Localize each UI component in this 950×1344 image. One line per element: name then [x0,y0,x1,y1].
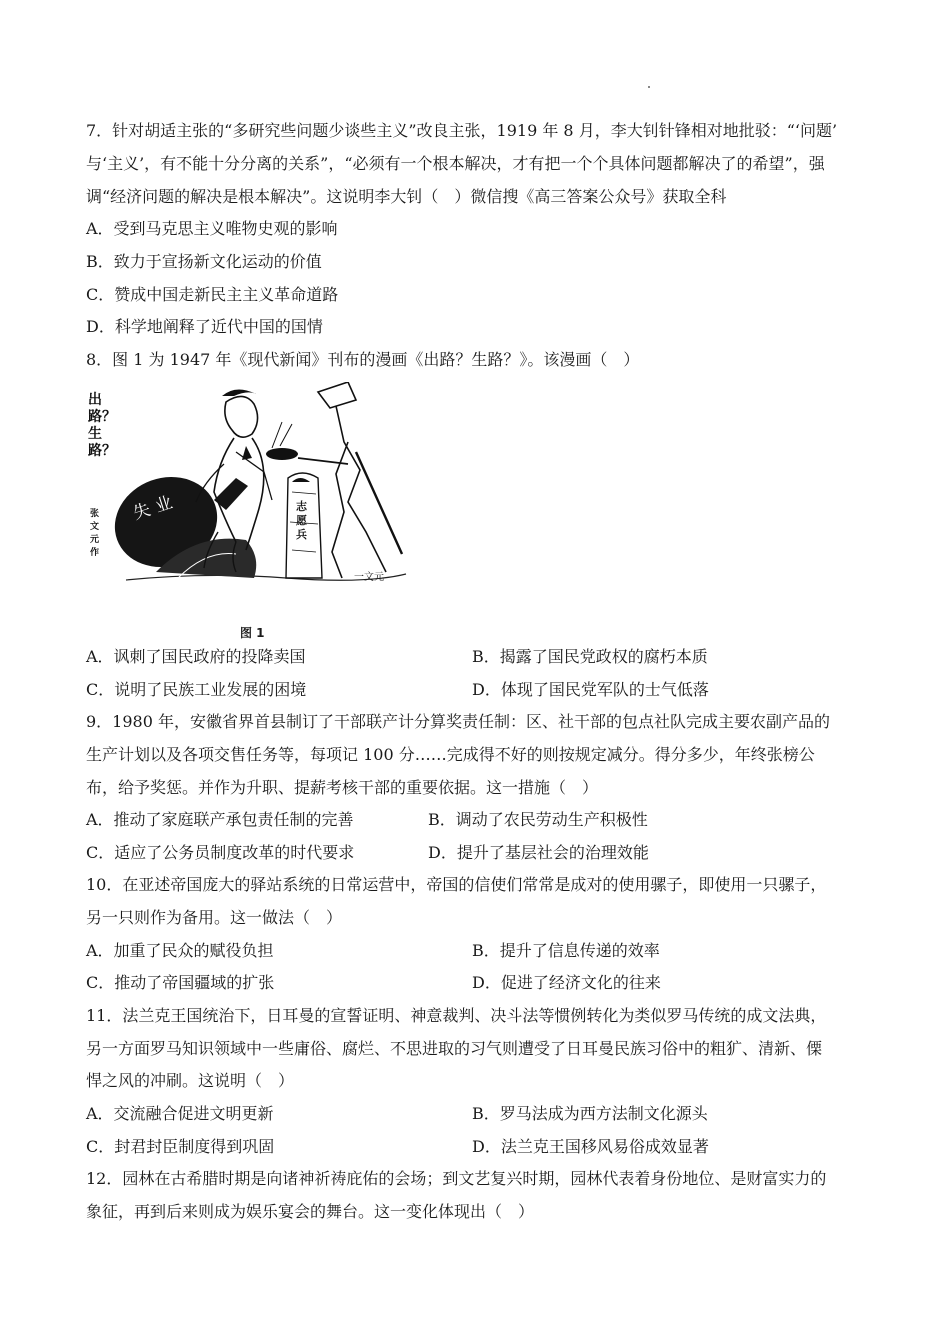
q9-option-b: B．调动了农民劳动生产积极性 [428,810,648,829]
q11-stem-line-3: 悍之风的冲刷。这说明（ ） [86,1071,295,1090]
cartoon-drawing [86,382,416,592]
q9-stem-line-2: 生产计划以及各项交售任务等，每项记 100 分……完成得不好的则按规定减分。得分多少，年终张榜公 [86,745,815,764]
q7-option-b: B．致力于宣扬新文化运动的价值 [86,252,322,271]
q8-option-a: A．讽刺了国民政府的投降卖国 [86,647,306,666]
q10-stem-line-2: 另一只则作为备用。这一做法（ ） [86,908,343,927]
q11-option-b: B．罗马法成为西方法制文化源头 [472,1104,708,1123]
q9-option-c: C．适应了公务员制度改革的时代要求 [86,843,355,862]
q10-option-b: B．提升了信息传递的效率 [472,941,660,960]
cartoon-banner-label: 志愿兵 [296,500,307,541]
q10-option-c: C．推动了帝国疆域的扩张 [86,973,275,992]
scan-speck [648,86,650,88]
q9-option-a: A．推动了家庭联产承包责任制的完善 [86,810,354,829]
q7-option-d: D．科学地阐释了近代中国的国情 [86,317,323,336]
q11-stem-line-1: 11．法兰克王国统治下，日耳曼的宣誓证明、神意裁判、决斗法等惯例转化为类似罗马传统的成文法典， [86,1006,827,1025]
q7-option-c: C．赞成中国走新民主主义革命道路 [86,285,339,304]
q7-option-a: A．受到马克思主义唯物史观的影响 [86,219,338,238]
q8-stem: 8．图 1 为 1947 年《现代新闻》刊布的漫画《出路？生路？》。该漫画（ ） [86,350,640,369]
q9-stem-line-3: 布，给予奖惩。并作为升职、提薪考核干部的重要依据。这一措施（ ） [86,778,599,797]
q8-option-c: C．说明了民族工业发展的困境 [86,680,307,699]
q9-stem-line-1: 9．1980 年，安徽省界首县制订了干部联产计分算奖责任制：区、社干部的包点社队完成主要农副产品的 [86,712,830,731]
q8-option-d: D．体现了国民党军队的士气低落 [472,680,709,699]
q10-option-a: A．加重了民众的赋役负担 [86,941,274,960]
cartoon-signature: 一文元 [354,572,384,583]
q10-stem-line-1: 10．在亚述帝国庞大的驿站系统的日常运营中，帝国的信使们常常是成对的使用骡子，即使用一只骡子， [86,875,827,894]
cartoon-vertical-title: 出路？生路？ [88,392,116,459]
q11-option-c: C．封君封臣制度得到巩固 [86,1137,275,1156]
q11-option-d: D．法兰克王国移风易俗成效显著 [472,1137,709,1156]
cartoon-bomb-label: 失业 [130,490,181,525]
q7-stem-line-2: 与‘主义’，有不能十分分离的关系”，“必须有一个根本解决，才有把一个个具体问题都解决了的希望”，强 [86,154,825,173]
q7-stem-line-3: 调“经济问题的解决是根本解决”。这说明李大钊（ ）微信搜《高三答案公众号》获取全科 [86,187,727,206]
q12-stem-line-1: 12．园林在古希腊时期是向诸神祈祷庇佑的会场；到文艺复兴时期，园林代表着身份地位、是财富实力的 [86,1169,827,1188]
q11-stem-line-2: 另一方面罗马知识领域中一些庸俗、腐烂、不思进取的习气则遭受了日耳曼民族习俗中的粗犷、清新、傈 [86,1039,823,1058]
q8-option-b: B．揭露了国民党政权的腐朽本质 [472,647,708,666]
cartoon-vertical-author: 张文元作 [90,509,100,558]
cartoon-figure [86,382,416,592]
q11-option-a: A．交流融合促进文明更新 [86,1104,274,1123]
q9-option-d: D．提升了基层社会的治理效能 [428,843,649,862]
q10-option-d: D．促进了经济文化的往来 [472,973,661,992]
figure-caption: 图 1 [240,626,265,640]
q7-stem-line-1: 7．针对胡适主张的“多研究些问题少谈些主义”改良主张，1919 年 8 月，李大钊针锋相对地批驳：“‘问题’ [86,121,838,140]
q12-stem-line-2: 象征，再到后来则成为娱乐宴会的舞台。这一变化体现出（ ） [86,1202,535,1221]
